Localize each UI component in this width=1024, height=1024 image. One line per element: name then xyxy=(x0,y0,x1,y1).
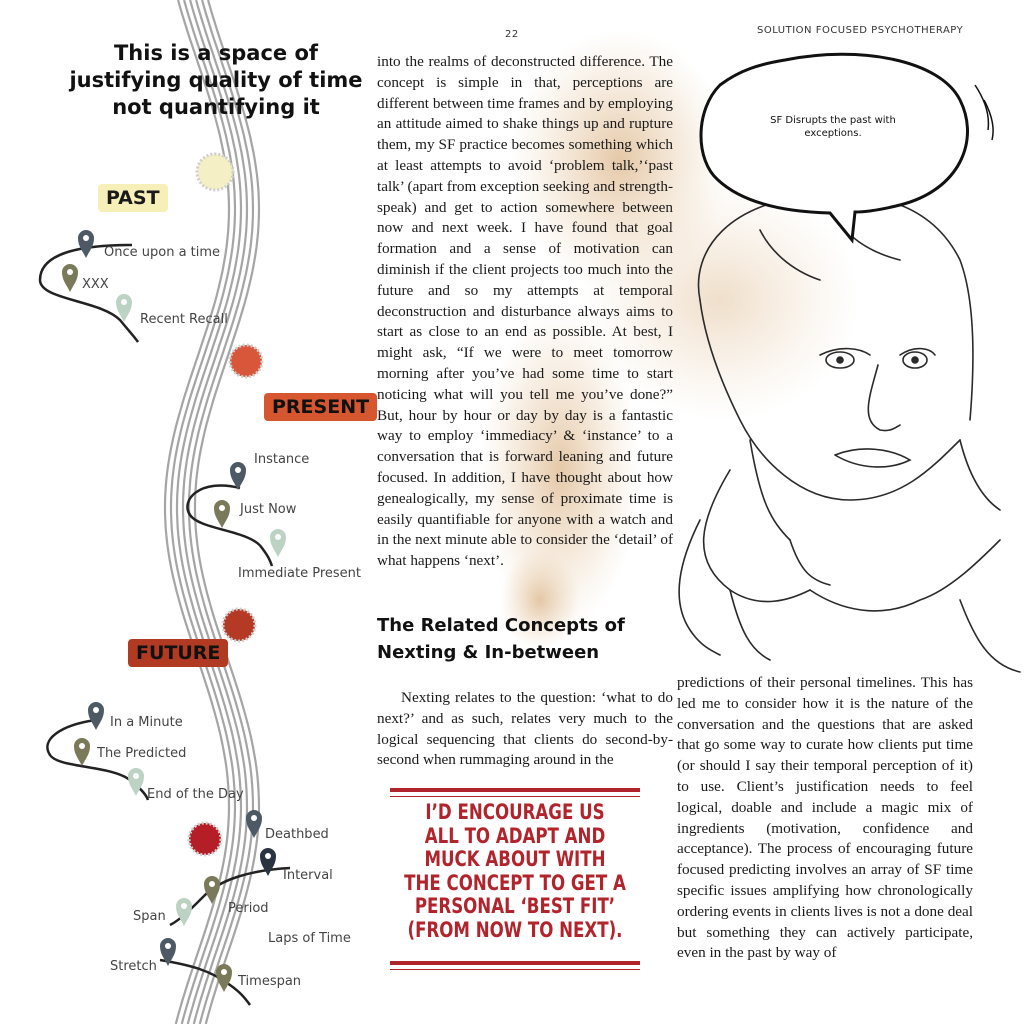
map-pin-icon xyxy=(216,964,232,992)
map-pin-icon xyxy=(270,529,286,557)
map-pin-hole xyxy=(265,853,271,859)
timeline-item-label: XXX xyxy=(82,277,109,292)
map-pin-icon xyxy=(246,810,262,838)
map-pin-hole xyxy=(133,773,139,779)
body-paragraph-1: into the realms of deconstructed difference. The concept is simple in that, perceptions are different between time frames and by employing an attitude aimed to shake things up and rupture them, my SF practice becomes something which at least attempts to avoid ‘problem talk,’‘past talk’ (apart from exception seeking and strength-speak) and get to action somewhere between now and next week. I have found that goal formation and a sense of motivation can diminish if the client projects too much into the future and so my attempts at temporal deconstruction and disturbance always aims to start as close to an end as possible. At best, I might ask, “If we were to meet tomorrow morning after you’ve had some time to start noticing what will you tell me you’ve done?” But, hour by hour or day by day is a fantastic way to employ ‘immediacy’ & ‘instance’ to a conversation that is forward leaning and future focused. In addition, I have thought about how genealogically, my sense of proximate time is easily quantifiable for anyone with a watch and in the next minute able to consider the ‘detail’ of what happens ‘next’. xyxy=(377,53,673,570)
map-pin-hole xyxy=(181,903,187,909)
timeline-heading-line: This is a space of xyxy=(113,41,319,65)
map-pin-icon xyxy=(204,876,220,904)
map-pin-hole xyxy=(67,269,73,275)
timeline-item-label: Interval xyxy=(283,868,333,883)
map-pin-hole xyxy=(275,534,281,540)
map-pin-icons xyxy=(62,230,286,992)
page-number: 22 xyxy=(505,29,519,40)
timeline-item-label: End of the Day xyxy=(147,787,244,802)
speech-bubble-line: exceptions. xyxy=(804,128,862,139)
map-pin-icon xyxy=(78,230,94,258)
pullquote-line: I’D ENCOURAGE US xyxy=(425,800,605,824)
map-pin-icon xyxy=(74,738,90,766)
map-pin-icon xyxy=(176,898,192,926)
map-pin-hole xyxy=(209,881,215,887)
running-title: SOLUTION FOCUSED PSYCHOTHERAPY xyxy=(757,25,964,36)
timeline-item-label: Laps of Time xyxy=(268,931,351,946)
map-pin-hole xyxy=(235,467,241,473)
speech-bubble-line: SF Disrupts the past with xyxy=(770,115,896,126)
timeline-item-label: Just Now xyxy=(240,502,297,517)
body-paragraph-3: predictions of their personal timelines. This has led me to consider how it is the nature of the conversation and the questions that are asked that go some way to curate how clients put time (or should I say their temporal perception of it) to use. Client’s justification needs to feel logical, doable and include a magic mix of ingredients (motivation, confidence and acceptance). The process of encouraging future focused predicting involves an array of SF time specific issues amplifying how chronologically ordering events in clients lives is not a done deal but something they can actively participate, even in the past by way of xyxy=(677,674,973,962)
timeline-item-label: Once upon a time xyxy=(104,245,221,260)
pullquote-line: THE CONCEPT TO GET A xyxy=(404,870,626,895)
body-paragraph-2: Nexting relates to the question: ‘what to do next?’ and as such, relates very much to the logical sequencing that clients do second-by-second when rummaging around in the xyxy=(377,689,673,769)
map-pin-hole xyxy=(221,969,227,975)
timeline-item-label: Recent Recall xyxy=(140,312,228,327)
timeline-heading xyxy=(60,40,372,121)
timeline-item-label: Deathbed xyxy=(265,827,329,842)
timeline-item-label: In a Minute xyxy=(110,715,183,730)
road-line xyxy=(177,0,241,1024)
map-pin-hole xyxy=(251,815,257,821)
map-pin-icon xyxy=(214,500,230,528)
future-badge: FUTURE xyxy=(128,639,228,667)
timeline-heading-line: justifying quality of time xyxy=(69,68,363,92)
pullquote xyxy=(396,801,634,943)
timeline-item-label: The Predicted xyxy=(97,746,187,761)
map-pin-icon xyxy=(88,702,104,730)
pullquote-line: ALL TO ADAPT AND xyxy=(424,823,606,848)
map-pin-hole xyxy=(121,299,127,305)
section-heading-line: The Related Concepts of xyxy=(377,615,625,636)
timeline-item-label: Stretch xyxy=(110,959,157,974)
timeline-item-label: Span xyxy=(133,909,166,924)
map-pin-hole xyxy=(219,505,225,511)
map-pin-icon xyxy=(62,264,78,292)
map-pin-hole xyxy=(165,943,171,949)
present-badge: PRESENT xyxy=(264,393,377,421)
pullquote-line: (FROM NOW TO NEXT). xyxy=(407,917,623,942)
timeline-heading-line: not quantifying it xyxy=(112,95,320,119)
speech-bubble-text xyxy=(748,114,918,140)
pullquote-line: PERSONAL ‘BEST FIT’ xyxy=(414,894,616,919)
timeline-item-label: Immediate Present xyxy=(238,566,361,581)
timeline-item-label: Instance xyxy=(254,452,310,467)
map-pin-hole xyxy=(93,707,99,713)
timeline-item-label: Timespan xyxy=(238,974,302,989)
map-pin-hole xyxy=(83,235,89,241)
past-badge: PAST xyxy=(98,184,168,212)
section-heading xyxy=(377,612,673,666)
map-pin-hole xyxy=(79,743,85,749)
pullquote-line: MUCK ABOUT WITH xyxy=(424,847,606,872)
section-heading-line: Nexting & In-between xyxy=(377,642,600,663)
timeline-item-label: Period xyxy=(228,901,269,916)
